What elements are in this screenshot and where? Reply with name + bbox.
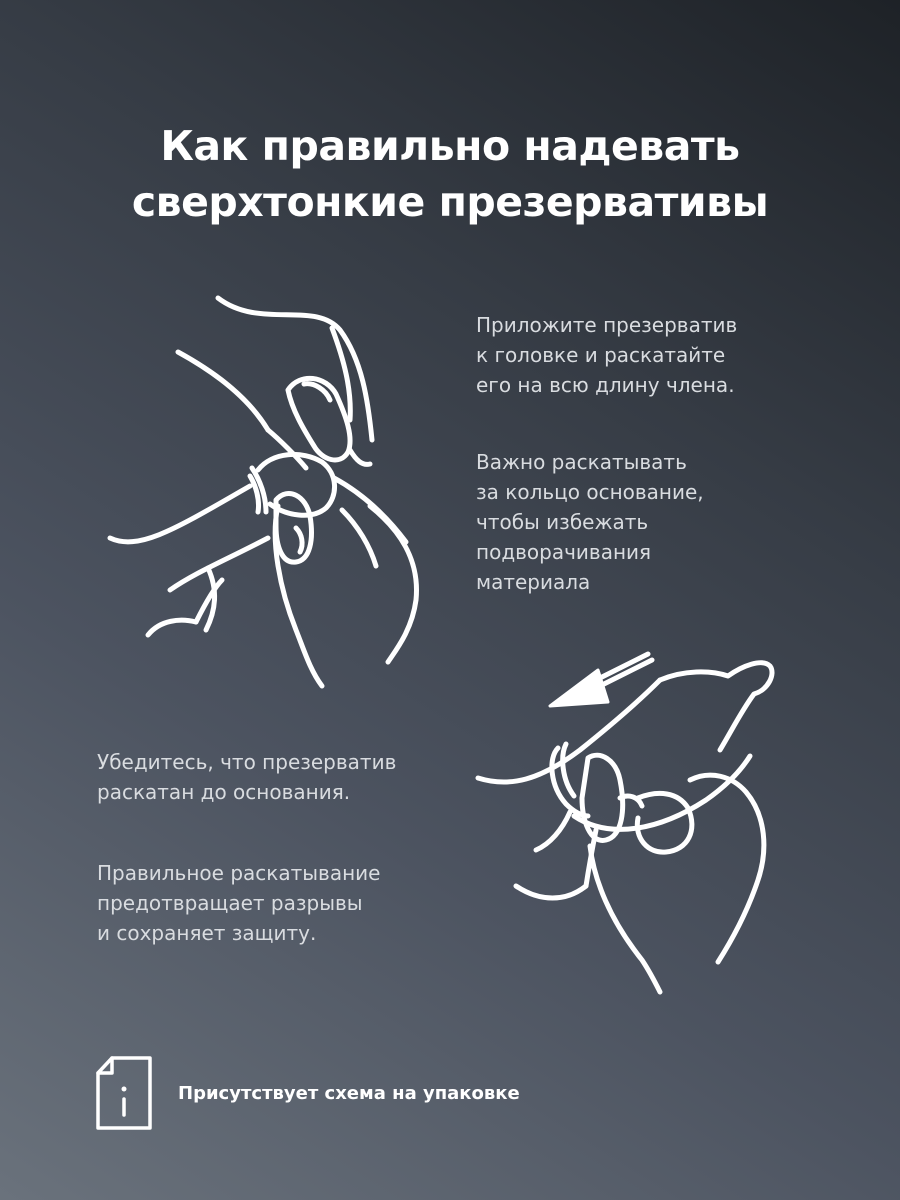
page-title-line-2: сверхтонкие презервативы — [131, 178, 769, 226]
step-3-text: Убедитесь, что презерватив раскатан до основания. — [97, 750, 397, 804]
package-scheme-note: Присутствует схема на упаковке — [178, 1083, 520, 1104]
step-2-text: Важно раскатывать за кольцо основание, чтобы избежать подворачивания материала — [476, 450, 704, 594]
hand-rolling-condom-illustration — [470, 640, 780, 1000]
page-title — [0, 118, 900, 230]
step-1-text: Приложите презерватив к головке и раскатайте его на всю длину члена. — [476, 313, 738, 397]
hands-placing-condom-illustration — [100, 290, 430, 690]
document-info-icon — [94, 1055, 154, 1131]
page-title-line-1: Как правильно надевать — [160, 122, 740, 170]
step-4-text: Правильное раскатывание предотвращает разрывы и сохраняет защиту. — [97, 861, 381, 945]
